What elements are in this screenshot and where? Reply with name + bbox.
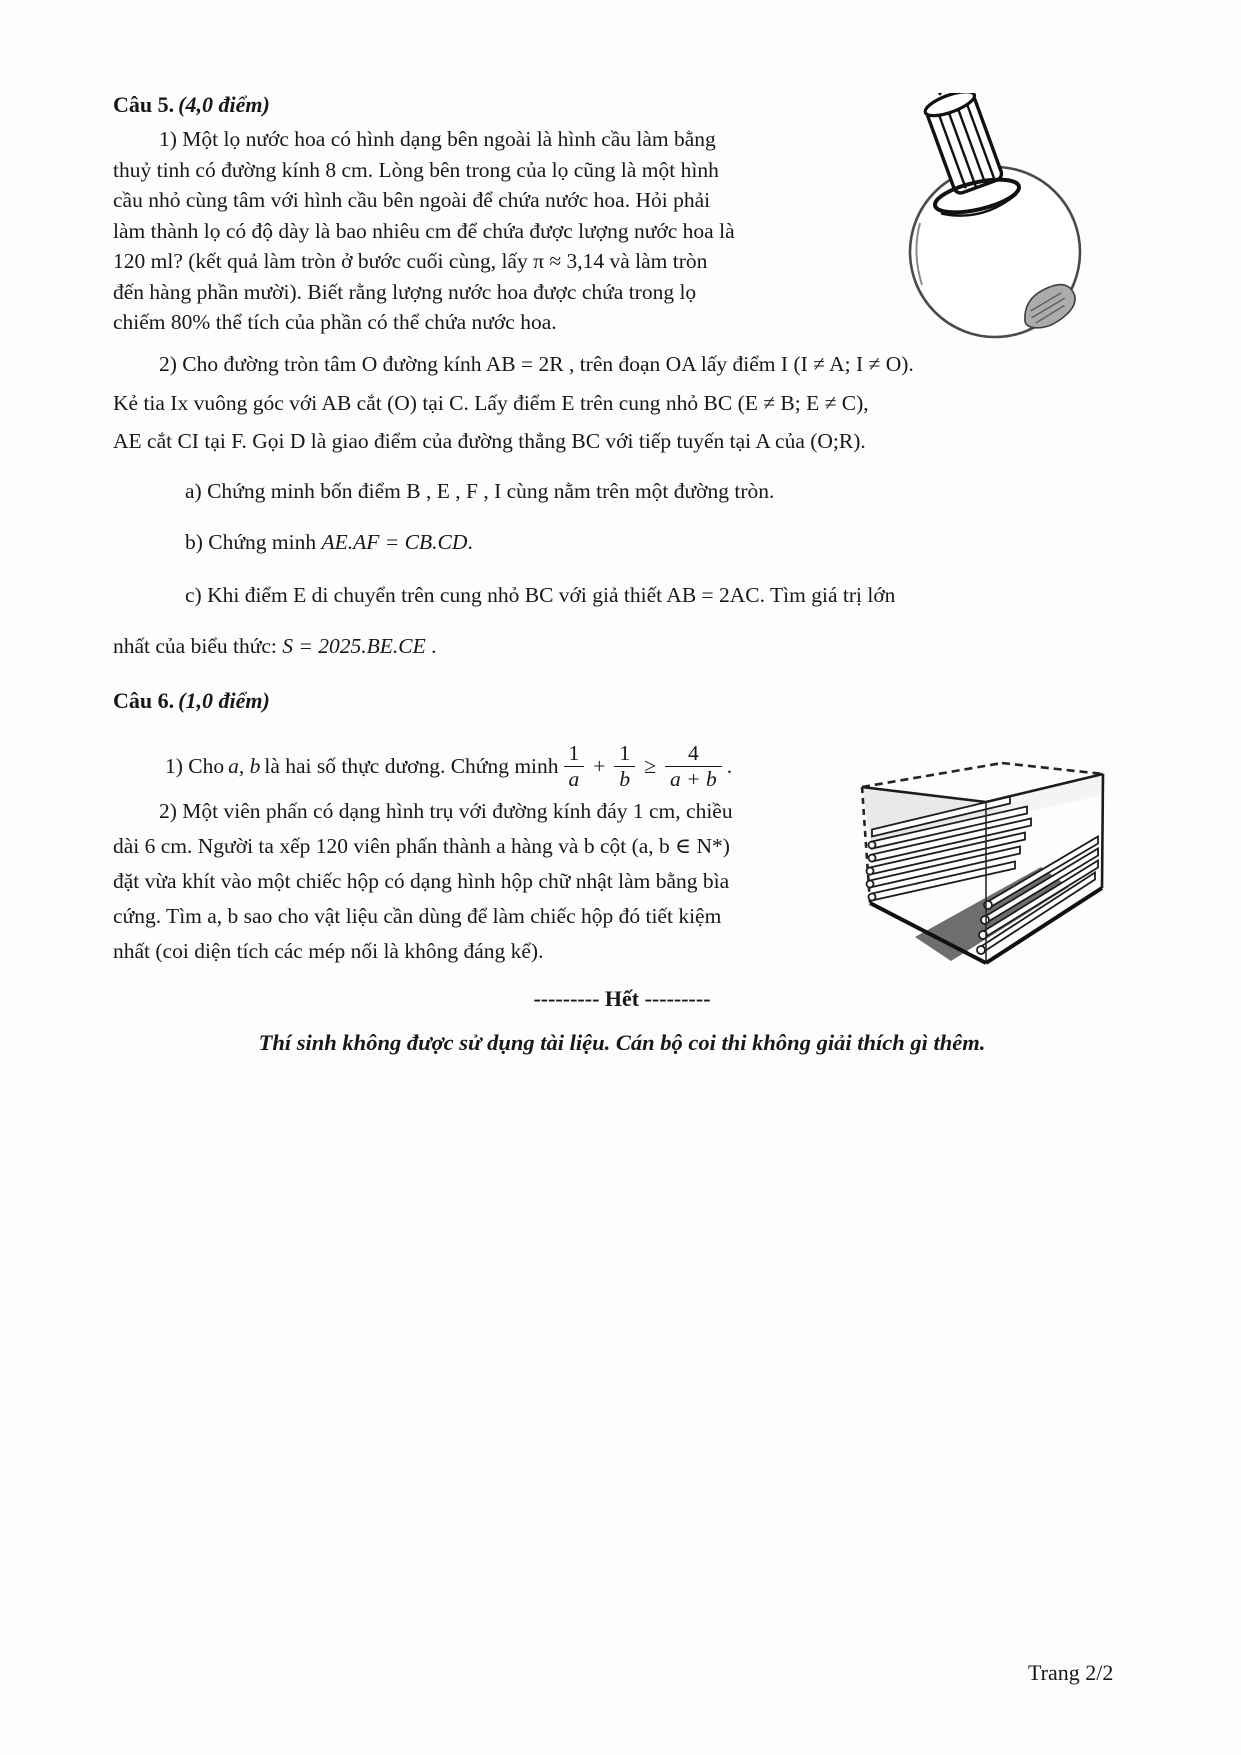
sentence-period: . xyxy=(726,753,733,778)
question-5-heading xyxy=(113,92,270,118)
question-5-part-1 xyxy=(113,124,771,338)
item-b-formula: AE.AF = CB.CD xyxy=(321,530,468,554)
end-marker: --------- Hết --------- xyxy=(533,986,711,1011)
fraction-denominator: a + b xyxy=(665,766,722,791)
greater-equal-sign: ≥ xyxy=(644,753,656,778)
item-b-text: b) Chứng minh xyxy=(185,530,317,554)
paragraph-line: cầu nhỏ cùng tâm với hình cầu bên ngoài để chứa nước hoa. Hỏi phải xyxy=(113,188,711,212)
paragraph-line: 1) Một lọ nước hoa có hình dạng bên ngoài là hình cầu làm bằng xyxy=(159,127,716,151)
paragraph-line: nhất (coi diện tích các mép nối là không đáng kể). xyxy=(113,939,544,963)
item-b-period: . xyxy=(467,530,473,554)
paragraph-line: 2) Một viên phấn có dạng hình trụ với đường kính đáy 1 cm, chiều xyxy=(159,799,733,823)
paragraph-line: AE cắt CI tại F. Gọi D là giao điểm của đường thẳng BC với tiếp tuyến tại A của (O;R). xyxy=(113,429,866,453)
question-5-title: Câu 5. xyxy=(113,92,175,117)
exam-footer-note: Thí sinh không được sử dụng tài liệu. Cán bộ coi thi không giải thích gì thêm. xyxy=(258,1030,986,1055)
chalk-box-sketch xyxy=(855,755,1117,970)
fraction-numerator: 4 xyxy=(687,740,699,765)
paragraph-line: chiếm 80% thể tích của phần có thể chứa nước hoa. xyxy=(113,310,557,334)
item-c-period: . xyxy=(431,634,437,658)
question-5-part-2 xyxy=(113,345,1043,461)
fraction-denominator: a xyxy=(564,766,585,791)
paragraph-line: đến hàng phần mười). Biết rằng lượng nước hoa được chứa trong lọ xyxy=(113,279,697,304)
item-c-formula: S = 2025.BE.CE xyxy=(282,634,426,658)
paragraph-line: đặt vừa khít vào một chiếc hộp có dạng hình hộp chữ nhật làm bằng bìa xyxy=(113,869,730,893)
perfume-bottle-figure xyxy=(898,93,1103,341)
question-6-title: Câu 6. xyxy=(113,688,175,713)
question-5-item-c-line-1: c) Khi điểm E di chuyển trên cung nhỏ BC với giả thiết AB = 2AC. Tìm giá trị lớn xyxy=(185,583,896,607)
paragraph-line: 120 ml? (kết quả làm tròn ở bước cuối cùng, lấy π ≈ 3,14 và làm tròn xyxy=(113,249,708,273)
paragraph-line: Kẻ tia Ix vuông góc với AB cắt (O) tại C. Lấy điểm E trên cung nhỏ BC (E ≠ B; E ≠ C), xyxy=(113,390,869,415)
part1-middle: là hai số thực dương. Chứng minh xyxy=(264,753,559,778)
fraction-numerator: 1 xyxy=(619,740,631,765)
question-6-points: (1,0 điểm) xyxy=(178,688,270,713)
plus-sign: + xyxy=(593,753,606,778)
part1-vars: a, b xyxy=(228,753,261,778)
fraction-numerator: 1 xyxy=(568,740,580,765)
fraction-4-over-a-plus-b xyxy=(665,742,722,791)
fraction-1-over-b xyxy=(614,742,635,791)
question-6-part-1 xyxy=(165,736,732,796)
item-c-text: nhất của biểu thức: xyxy=(113,634,277,658)
question-5-points: (4,0 điểm) xyxy=(178,92,270,117)
paragraph-line: dài 6 cm. Người ta xếp 120 viên phấn thành a hàng và b cột (a, b ∈ N*) xyxy=(113,834,730,858)
question-5-item-a: a) Chứng minh bốn điểm B , E , F , I cùng nằm trên một đường tròn. xyxy=(185,479,775,503)
fraction-1-over-a xyxy=(564,742,585,791)
question-6-part-2 xyxy=(113,794,855,969)
paragraph-line: thuỷ tinh có đường kính 8 cm. Lòng bên trong của lọ cũng là một hình xyxy=(113,157,719,182)
question-6-heading xyxy=(113,688,270,714)
fraction-denominator: b xyxy=(614,766,635,791)
paragraph-line: 2) Cho đường tròn tâm O đường kính AB = 2R , trên đoạn OA lấy điểm I (I ≠ A; I ≠ O). xyxy=(159,352,914,376)
page-number: Trang 2/2 xyxy=(1028,1660,1114,1685)
chalk-box-figure xyxy=(855,755,1117,970)
question-5-item-c-line-2 xyxy=(113,634,1113,659)
paragraph-line: làm thành lọ có độ dày là bao nhiêu cm để chứa được lượng nước hoa là xyxy=(113,218,735,243)
perfume-bottle-sketch xyxy=(898,93,1103,341)
question-5-item-b xyxy=(113,527,1135,557)
paragraph-line: cứng. Tìm a, b sao cho vật liệu cần dùng để làm chiếc hộp đó tiết kiệm xyxy=(113,904,722,928)
part1-prefix: 1) Cho xyxy=(165,753,225,778)
